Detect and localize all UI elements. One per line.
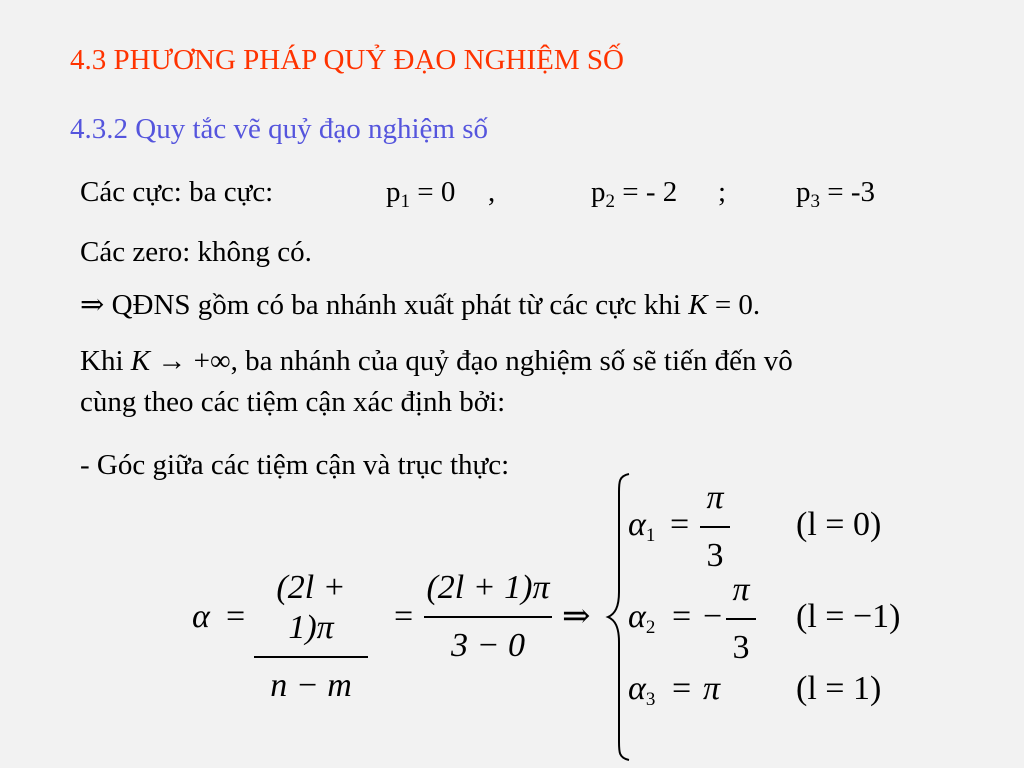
fraction-specific-denominator: 3 − 0 — [451, 627, 525, 664]
case-1-equals: = — [670, 506, 690, 543]
case-1-denominator: 3 — [706, 537, 724, 574]
fraction-general-numerator: (2l + 1)π — [276, 569, 346, 646]
pole-p1-value: = 0 — [417, 176, 456, 208]
poles-separator-1: , — [488, 176, 496, 208]
formula-equals-1: = — [226, 598, 246, 635]
case-1-fraction — [700, 478, 730, 576]
slide-subtitle: 4.3.2 Quy tắc vẽ quỷ đạo nghiệm số — [70, 113, 489, 145]
case-2-index: 2 — [645, 617, 656, 638]
case-3-index: 3 — [645, 689, 656, 710]
fraction-general-denominator: n − m — [270, 667, 352, 704]
limit-suffix: , ba nhánh của quỷ đạo nghiệm số sẽ tiến đến vô — [230, 345, 793, 377]
branches-text: QĐNS gồm có ba nhánh xuất phát từ các cực khi — [111, 289, 681, 321]
case-2-fraction — [726, 570, 756, 668]
fraction-bar — [424, 616, 552, 618]
case-3-alpha: α — [628, 670, 646, 707]
case-3-condition: (l = 1) — [796, 670, 882, 707]
gain-k: K — [688, 289, 708, 321]
case-2-denominator: 3 — [732, 629, 750, 666]
case-2-minus: − — [703, 598, 723, 635]
case-1-index: 1 — [645, 525, 656, 546]
fraction-specific-numerator: (2l + 1)π — [426, 569, 550, 606]
limit-k: K — [130, 345, 151, 377]
case-2-equals: = — [672, 598, 692, 635]
pole-p2-index: 2 — [605, 191, 615, 212]
pole-p2-value: = - 2 — [622, 176, 678, 208]
case-3-lhs — [628, 670, 655, 711]
poles-separator-2: ; — [718, 176, 727, 208]
formula-implies: ⇒ — [562, 598, 591, 635]
pole-p1-index: 1 — [400, 191, 410, 212]
case-2-numerator: π — [732, 571, 750, 608]
poles-label: Các cực: ba cực: — [80, 176, 274, 208]
case-3-rhs: π — [703, 670, 721, 707]
case-1-condition: (l = 0) — [796, 506, 882, 543]
fraction-bar — [726, 618, 756, 620]
fraction-general — [254, 568, 368, 706]
fraction-bar — [700, 526, 730, 528]
fraction-specific — [424, 568, 552, 666]
limit-line-2: cùng theo các tiệm cận xác định bởi: — [80, 386, 506, 418]
case-1-alpha: α — [628, 506, 646, 543]
limit-line-1 — [80, 345, 793, 378]
formula-alpha: α — [192, 598, 210, 635]
pole-p2-symbol: p — [591, 176, 606, 208]
case-2-lhs — [628, 598, 655, 639]
pole-p1-symbol: p — [386, 176, 401, 208]
formula-equals-2: = — [394, 598, 414, 635]
case-2-condition: (l = −1) — [796, 598, 901, 635]
case-3-equals: = — [672, 670, 692, 707]
pole-p3-value: = -3 — [827, 176, 876, 208]
case-2-alpha: α — [628, 598, 646, 635]
pole-p1 — [386, 176, 455, 213]
case-1-numerator: π — [706, 479, 724, 516]
limit-arrow-infinity: → +∞ — [157, 345, 231, 377]
branches-tail: = 0. — [714, 289, 761, 321]
angle-label: - Góc giữa các tiệm cận và trục thực: — [80, 449, 510, 481]
pole-p2 — [591, 176, 677, 213]
zeros-line: Các zero: không có. — [80, 236, 312, 268]
pole-p3 — [796, 176, 875, 213]
pole-p3-index: 3 — [810, 191, 820, 212]
case-1-lhs — [628, 506, 655, 547]
slide-title: 4.3 PHƯƠNG PHÁP QUỶ ĐẠO NGHIỆM SỐ — [70, 44, 624, 76]
pole-p3-symbol: p — [796, 176, 811, 208]
implies-arrow: ⇒ — [80, 289, 105, 321]
fraction-bar — [254, 656, 368, 658]
limit-prefix: Khi — [80, 345, 124, 377]
branches-line — [80, 287, 760, 322]
